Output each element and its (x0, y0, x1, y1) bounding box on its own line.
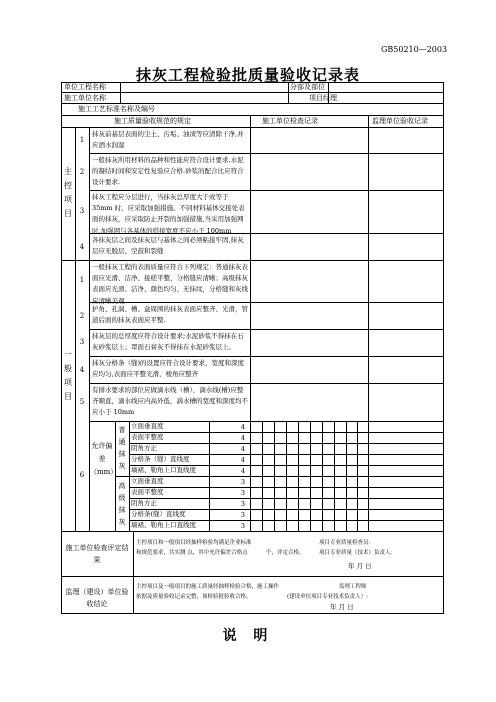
contractor-result-line2b: 个，评定合格。 (266, 550, 305, 556)
general-item-text: 抹灰分格条（缝)的设置应符合设计要求，宽度和深度应均匀,表面应平整光滑，棱角应整齐 (92, 359, 245, 379)
main-item-text: 各抹灰层之间及抹灰层与基体之间必须粘接牢固,抹灰层应无脱层、空鼓和裂缝 (92, 236, 244, 256)
tolerance-row-name: 阴角方正 (131, 499, 157, 507)
tolerance-row-name: 墙裙、勒角上口直线度 (131, 521, 196, 529)
owner-technical-lead-label: (建设单位项目专业技术负责人）: (287, 594, 368, 600)
contractor-result-label: 施工单位检查评定结果 (65, 544, 129, 564)
general-item-no: 5 (79, 398, 85, 406)
contractor-date: 年 月 日 (348, 562, 372, 570)
main-item-no: 2 (79, 168, 85, 176)
supervisor-result-label: 监理（建设）单位验收结论 (65, 588, 129, 608)
construction-unit-label: 施工单位名称 (64, 94, 106, 102)
supervisor-result-line1: 主控项目及一般项目的施工质量经抽样检验合格，施工操作 (136, 584, 280, 590)
supervisor-record-header: 监理单位验收记录 (372, 117, 428, 125)
ordinary-plaster-label: 普通抹灰 (118, 426, 126, 470)
tolerance-row-value: 4 (240, 445, 246, 453)
sub-project-label: 分部及部位 (290, 83, 325, 91)
main-item-no: 3 (79, 207, 85, 215)
tolerance-label: 允许偏差（mm） (90, 442, 118, 476)
contractor-result-line1: 主控项目和一般项目经抽样检验均满足企业标准 (136, 540, 252, 546)
general-item-text: 一般抹灰工程的表面质量应符合下列规定：普通抹灰表面应光滑、洁净、接槎平整，分格缝应清晰；高级抹灰表面应光滑、洁净、颜色均匀、无抹纹，分格缝和灰线应清晰美观. (92, 263, 248, 305)
standard-code: GB50210—2003 (381, 45, 448, 54)
main-item-no: 4 (79, 243, 85, 251)
process-standard-label: 施工工艺标准名称及编号 (78, 105, 155, 113)
main-control-label: 主控项目 (64, 167, 72, 218)
tolerance-row-value: 3 (240, 500, 246, 508)
main-item-text: 抹灰工程应分层进行，当抹灰总厚度大于或等于35mm 时，应采取加强措施。不同材料基体交接处表面的抹灰，应采取防止开裂的加强措施,当采用加强网时,加强网与各基体的搭接宽度不应小于 100mm (92, 193, 245, 235)
project-manager-label: 项目经理 (309, 94, 337, 102)
supervisor-result-line2: 依据及质量验收记录完整，该检验批验收合格。 (136, 594, 252, 600)
tolerance-row-value: 3 (240, 511, 246, 519)
tolerance-row-value: 3 (240, 478, 246, 486)
general-label: 一般项目 (64, 350, 72, 401)
main-item-text: 抹灰前基层表面的尘土、污垢、油渍等应清除干净,并应洒水润湿 (92, 130, 244, 150)
tolerance-row-name: 表面平整度 (131, 488, 164, 496)
tolerance-row-value: 4 (240, 467, 246, 475)
tolerance-row-name: 阴角方正 (131, 444, 157, 452)
unit-project-label: 单位工程名称 (64, 83, 106, 91)
tolerance-row-name: 分格条(缝）直线度 (131, 510, 186, 518)
general-item-text: 有排水要求的部位应做滴水线（槽），滴水线(槽)应整齐顺直，滴水线应内高外低，滴水槽的宽度和深度均不应小于 10mm (92, 386, 248, 417)
spec-column-header: 施工质量验收规范的规定 (114, 117, 191, 125)
contractor-check-header: 施工单位检查记录 (262, 117, 318, 125)
tolerance-row-name: 墙裙、勒角上口直线度 (131, 466, 196, 474)
tolerance-row-name: 分格条（缝）直线度 (131, 455, 190, 463)
general-item-no: 1 (79, 276, 85, 284)
tolerance-row-value: 4 (240, 434, 246, 442)
general-item-no: 3 (79, 338, 85, 346)
advanced-plaster-label: 高级抹灰 (118, 482, 126, 526)
general-item-text: 护角、孔洞、槽、盒周围的抹灰表面应整齐、光滑，管道后面的抹灰表面应平整. (92, 305, 248, 325)
quality-inspector-label: 项目专业质量检查员： (319, 540, 375, 546)
contractor-result-line2: 和规范要求，共实测 点，其中允许偏差合格点 (136, 550, 248, 556)
main-item-no: 1 (79, 136, 85, 144)
tolerance-row-value: 3 (240, 489, 246, 497)
notes-heading: 说 明 (222, 628, 274, 644)
general-item-no: 2 (79, 312, 85, 320)
tolerance-row-value: 4 (240, 423, 246, 431)
general-item-no: 4 (79, 366, 85, 374)
tolerance-item-no: 6 (79, 471, 85, 479)
tolerance-row-name: 立面垂直度 (131, 422, 164, 430)
supervising-engineer-label: 监理工程师 (339, 584, 367, 590)
page-title: 抹灰工程检验批质量验收记录表 (135, 66, 360, 84)
tolerance-row-value: 4 (240, 456, 246, 464)
supervisor-date: 年 月 日 (330, 603, 354, 611)
tolerance-row-value: 3 (240, 522, 246, 530)
tolerance-row-name: 表面平整度 (131, 433, 164, 441)
technical-lead-label: 项目专业质量（技术）负责人： (319, 550, 397, 556)
general-item-text: 抹灰层的总厚度应符合设计要求;水泥砂浆不得抹在石灰砂浆层上；罩面石膏灰不得抹在水泥砂浆层上。 (92, 332, 244, 352)
main-item-text: 一般抹灰所用材料的品种和性能应符合设计要求.水泥的凝结时间和安定性复验应合格.砂浆的配合比应符合设计要求. (92, 156, 244, 187)
tolerance-row-name: 立面垂直度 (131, 477, 164, 485)
